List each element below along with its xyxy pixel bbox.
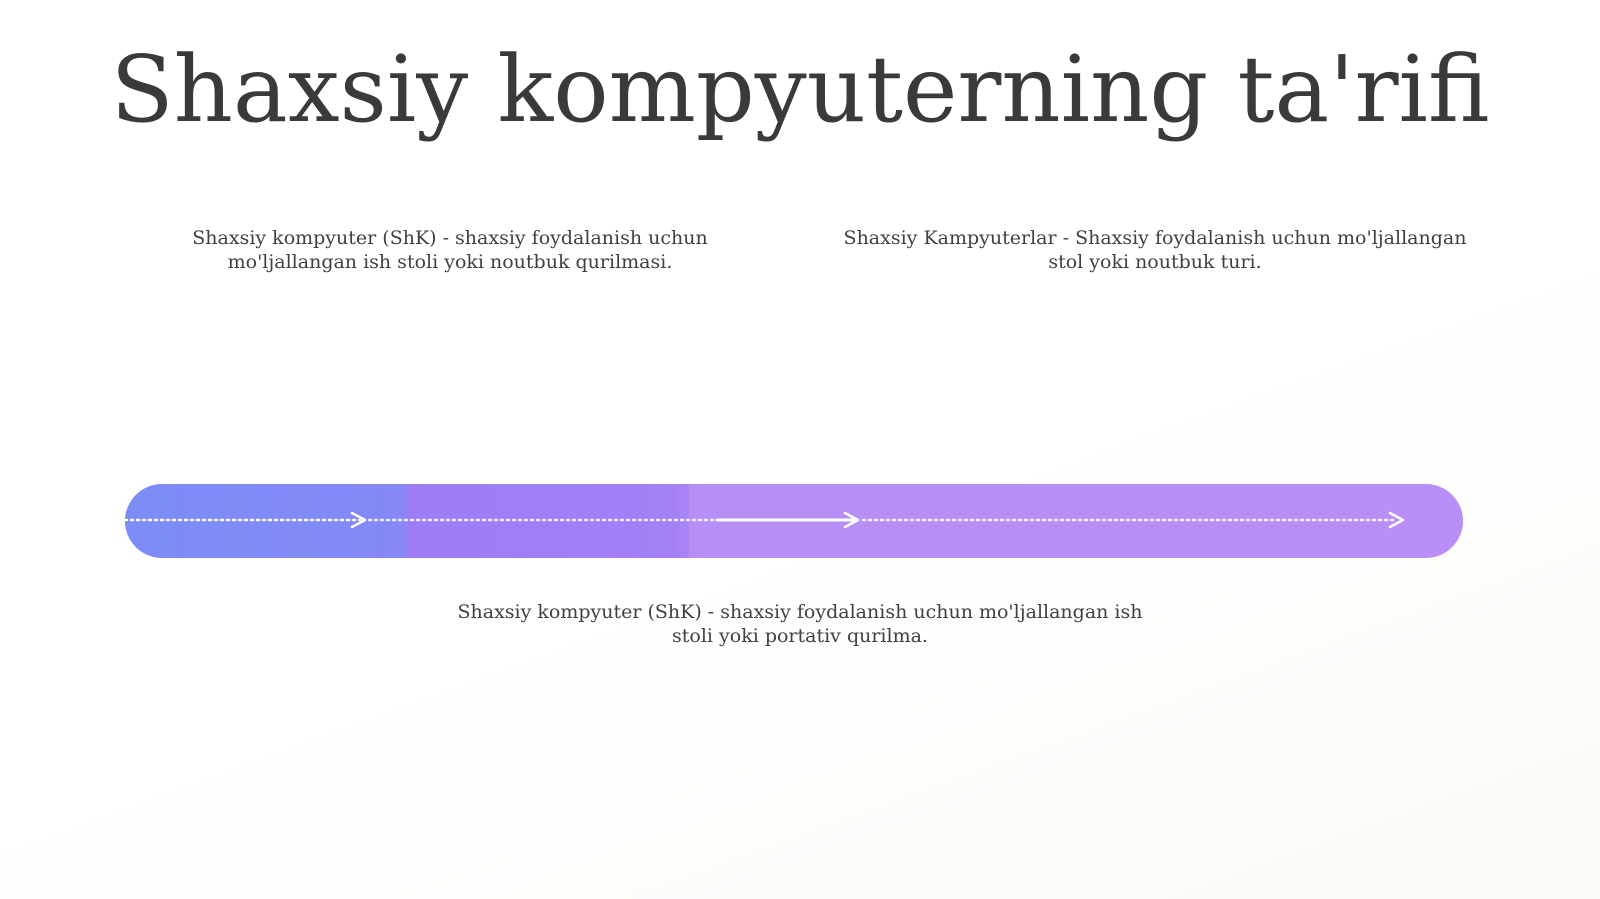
note-right: Shaxsiy Kampyuterlar - Shaxsiy foydalanish uchun mo'ljallangan stol yoki noutbuk turi. xyxy=(843,227,1467,273)
note-left: Shaxsiy kompyuter (ShK) - shaxsiy foydalanish uchun mo'ljallangan ish stoli yoki noutbuk qurilmasi. xyxy=(192,227,708,273)
slide-title: Shaxsiy kompyuterning ta'rifi xyxy=(110,36,1490,143)
note-bottom: Shaxsiy kompyuter (ShK) - shaxsiy foydalanish uchun mo'ljallangan ish stoli yoki portativ qurilma. xyxy=(457,601,1143,647)
timeline-bar xyxy=(125,484,1463,558)
